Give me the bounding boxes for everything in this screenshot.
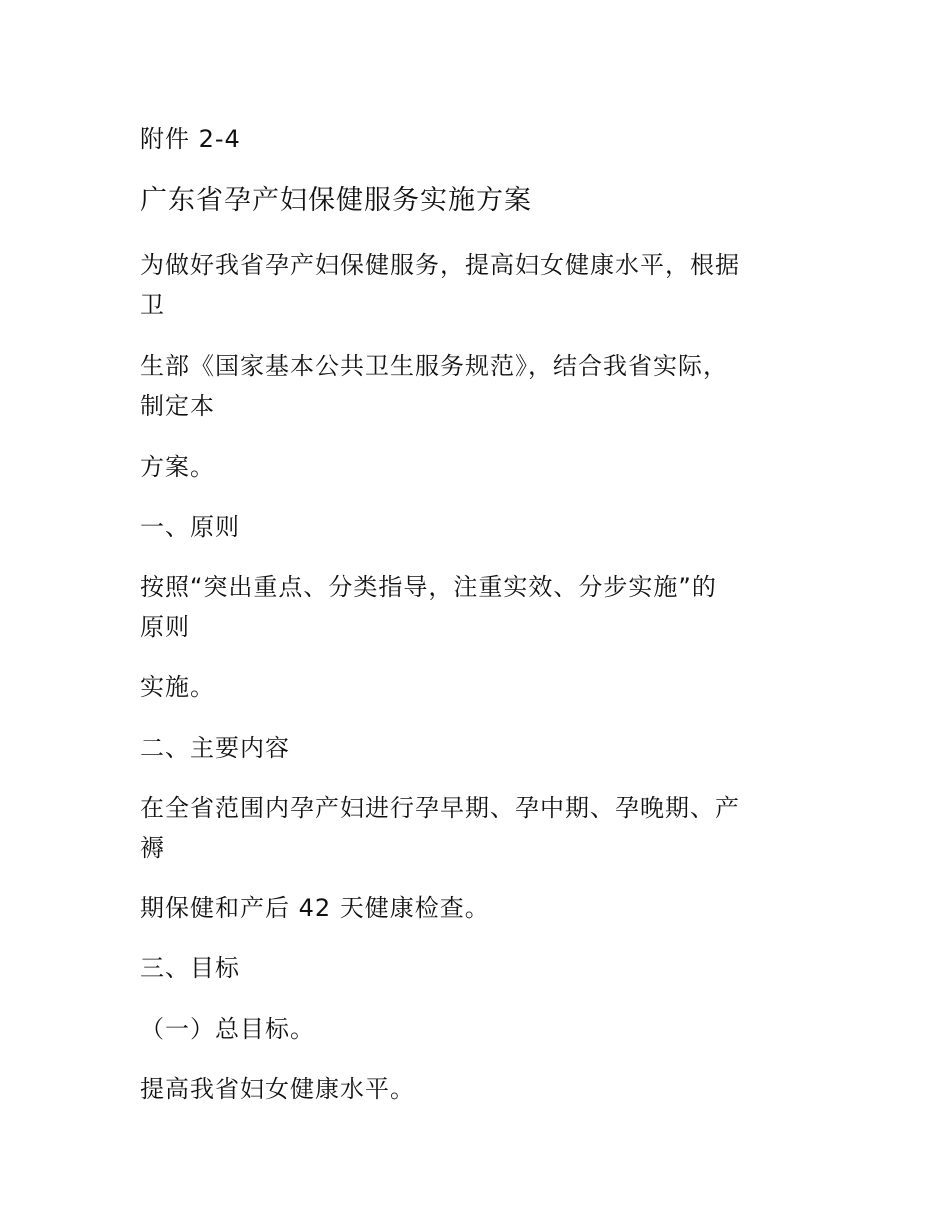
paragraph-line: 生部《国家基本公共卫生服务规范》，结合我省实际， bbox=[140, 352, 728, 380]
paragraph-line: 为做好我省孕产妇保健服务，提高妇女健康水平，根据 bbox=[140, 251, 740, 279]
section-heading-goals: 三、目标 bbox=[140, 954, 240, 982]
paragraph-line: 在全省范围内孕产妇进行孕早期、孕中期、孕晚期、产 bbox=[140, 794, 740, 822]
subsection-heading-overall-goal: （一）总目标。 bbox=[140, 1015, 315, 1043]
attachment-label: 附件 2-4 bbox=[140, 125, 241, 153]
paragraph-line: 方案。 bbox=[140, 453, 215, 481]
document-title: 广东省孕产妇保健服务实施方案 bbox=[140, 185, 532, 216]
paragraph-line: 原则 bbox=[140, 613, 190, 641]
section-heading-main-content: 二、主要内容 bbox=[140, 734, 290, 762]
paragraph-line: 褥 bbox=[140, 834, 165, 862]
paragraph-line: 期保健和产后 42 天健康检查。 bbox=[140, 894, 490, 922]
section-heading-principles: 一、原则 bbox=[140, 513, 240, 541]
paragraph-line: 制定本 bbox=[140, 392, 215, 420]
paragraph-line: 提高我省妇女健康水平。 bbox=[140, 1075, 415, 1103]
paragraph-line: 实施。 bbox=[140, 673, 215, 701]
paragraph-line: 卫 bbox=[140, 291, 165, 319]
paragraph-line: 按照“突出重点、分类指导，注重实效、分步实施”的 bbox=[140, 573, 717, 601]
